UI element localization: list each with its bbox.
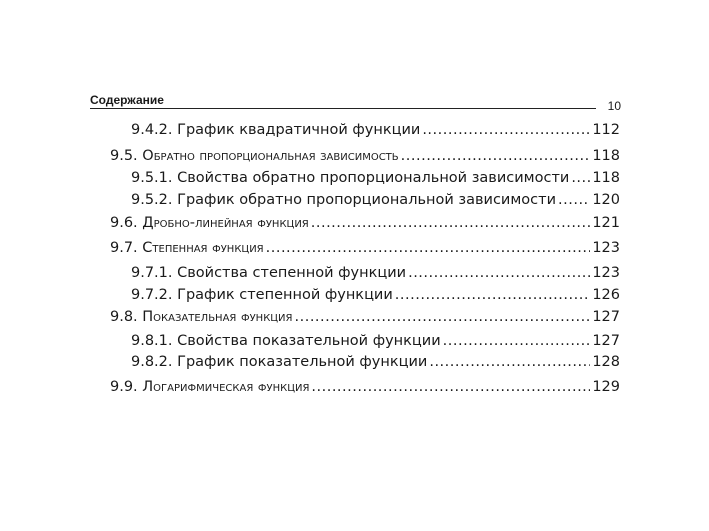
toc-entry-page: 123 <box>592 240 620 256</box>
toc-entry-page: 121 <box>592 215 620 231</box>
toc-dot-leader <box>311 376 590 398</box>
toc-entry-number: 9.9. <box>110 379 138 395</box>
toc-dot-leader <box>395 284 591 306</box>
toc-entry <box>131 351 620 373</box>
toc-entry <box>131 330 620 352</box>
toc-entry-page: 120 <box>592 192 620 208</box>
toc-entry <box>110 376 620 398</box>
toc-entry-page: 128 <box>592 354 620 370</box>
toc-entry <box>110 237 620 259</box>
toc-dot-leader <box>266 237 591 259</box>
toc-dot-leader <box>429 351 590 373</box>
toc-dot-leader <box>401 145 591 167</box>
toc-entry-number: 9.8.1. <box>131 333 173 349</box>
toc-entry-title: График показательной функции <box>177 354 428 370</box>
toc-entry-number: 9.7.1. <box>131 265 173 281</box>
toc-entry <box>131 284 620 306</box>
toc-entry <box>131 262 620 284</box>
toc-dot-leader <box>295 306 591 328</box>
toc-dot-leader <box>558 189 590 211</box>
toc-dot-leader <box>422 119 590 141</box>
toc-entry-page: 127 <box>592 309 620 325</box>
toc-entry-title: Свойства показательной функции <box>177 333 441 349</box>
toc-entry-number: 9.4.2. <box>131 122 173 138</box>
page-number: 10 <box>607 99 621 113</box>
toc-entry-page: 123 <box>592 265 620 281</box>
toc-entry-title: Дробно-линейная функция <box>142 215 309 231</box>
toc-entry-page: 118 <box>592 170 620 186</box>
toc-entry-page: 118 <box>592 148 620 164</box>
toc-entry-title: Степенная функция <box>142 240 264 256</box>
toc-entry-page: 112 <box>592 122 620 138</box>
toc-entry-title: Свойства обратно пропорциональной зависимости <box>177 170 570 186</box>
toc-entry-number: 9.5. <box>110 148 138 164</box>
toc-dot-leader <box>408 262 590 284</box>
toc-entry-number: 9.7.2. <box>131 287 173 303</box>
toc-entry-page: 129 <box>592 379 620 395</box>
toc-entry <box>131 119 620 141</box>
toc-entry-title: Логарифмическая функция <box>142 379 310 395</box>
toc-entry-title: Показательная функция <box>142 309 293 325</box>
toc-entry <box>131 167 620 189</box>
toc-entry <box>110 306 620 328</box>
toc-entry-number: 9.6. <box>110 215 138 231</box>
toc-entry-title: Свойства степенной функции <box>177 265 407 281</box>
toc-entry <box>110 212 620 234</box>
header-title: Содержание <box>90 93 164 107</box>
toc-entry-title: График квадратичной функции <box>177 122 421 138</box>
toc-entry-number: 9.7. <box>110 240 138 256</box>
toc-entry-title: График степенной функции <box>177 287 393 303</box>
toc-dot-leader <box>311 212 591 234</box>
toc-entry-number: 9.5.2. <box>131 192 173 208</box>
toc-entry-page: 127 <box>592 333 620 349</box>
toc-entry-number: 9.5.1. <box>131 170 173 186</box>
toc-entry-title: Обратно пропорциональная зависимость <box>142 148 399 164</box>
toc-entry-number: 9.8. <box>110 309 138 325</box>
toc-entry-page: 126 <box>592 287 620 303</box>
toc-entry-number: 9.8.2. <box>131 354 173 370</box>
toc-dot-leader <box>571 167 590 189</box>
toc-entry <box>110 145 620 167</box>
toc-dot-leader <box>443 330 591 352</box>
toc-entry-title: График обратно пропорциональной зависимости <box>177 192 557 208</box>
toc-entry <box>131 189 620 211</box>
